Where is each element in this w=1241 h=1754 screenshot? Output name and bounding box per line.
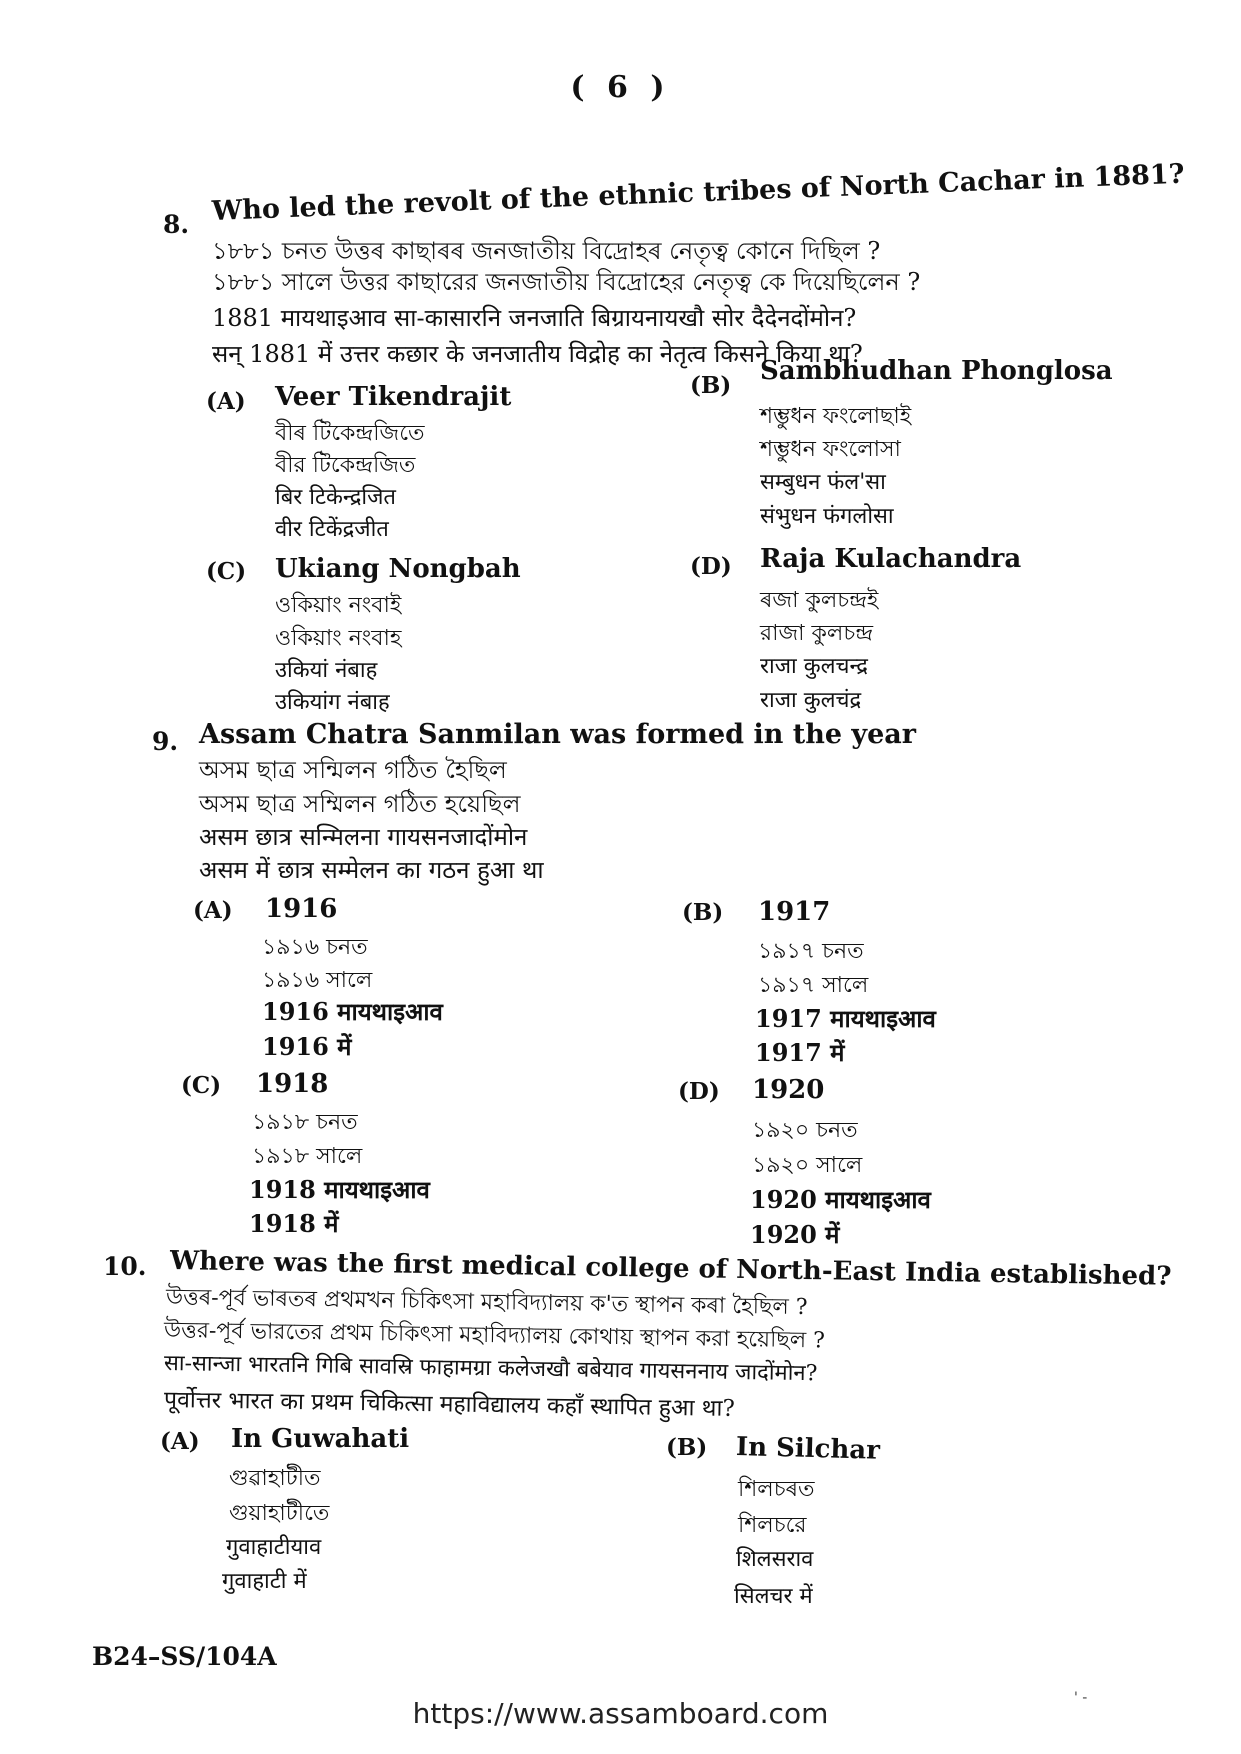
question-number: 9.	[152, 727, 179, 756]
option-letter: (C)	[206, 558, 247, 585]
option-letter: (B)	[690, 372, 732, 399]
option-text-bodo: बिर टिकेन्द्रजित	[275, 485, 396, 510]
option-text-hindi: 1920 में	[750, 1220, 840, 1249]
option-text-bengali: গুয়াহাটীতে	[229, 1501, 330, 1526]
option-text-bengali: ১৯১৮ সালে	[252, 1144, 363, 1169]
option-text-bodo: 1916 मायथाइआव	[262, 997, 443, 1026]
option-text-bengali: ওকিয়াং নংবাহ	[275, 626, 402, 651]
option-text-assamese: বীৰ টিকেন্দ্ৰজিতে	[275, 421, 425, 446]
question-text-bodo: सा-सान्जा भारतनि गिबि सावस्रि फाहामग्रा कलेजखौ बबेयाव गायसननाय जादोंमोन?	[163, 1351, 818, 1387]
question-text-bodo: असम छात्र सन्मिलना गायसनजादोंमोन	[199, 823, 528, 851]
option-text-bengali: ১৯১৬ সালে	[262, 968, 373, 993]
option-text-english: 1918	[256, 1069, 329, 1099]
question-number: 10.	[103, 1252, 147, 1281]
option-text-assamese: শম্ভুধন ফংলোছাই	[760, 404, 912, 429]
option-text-english: Veer Tikendrajit	[275, 382, 512, 412]
page-number: ( 6 )	[570, 70, 671, 105]
question-text-hindi: सन् 1881 में उत्तर कछार के जनजातीय विद्रोह का नेतृत्व किसने किया था?	[212, 340, 863, 368]
question-text-english: Who led the revolt of the ethnic tribes of North Cachar in 1881?	[211, 158, 1186, 227]
source-url: https://www.assamboard.com	[412, 1697, 829, 1730]
question-text-assamese: উত্তৰ-পূৰ্ব ভাৰতৰ প্ৰথমখন চিকিৎসা মহাবিদ্যালয় ক'ত স্থাপন কৰা হৈছিল ?	[165, 1285, 808, 1321]
option-letter: (D)	[678, 1078, 720, 1105]
option-text-english: 1917	[758, 897, 831, 927]
option-text-english: 1916	[265, 894, 338, 924]
option-text-english: 1920	[752, 1075, 825, 1105]
option-text-hindi: 1916 में	[262, 1032, 352, 1061]
option-text-hindi: वीर टिकेंद्रजीत	[275, 517, 389, 542]
option-text-assamese: ১৯১৭ চনত	[758, 939, 864, 964]
question-text-bengali: উত্তর-পূর্ব ভারতের প্রথম চিকিৎসা মহাবিদ্যালয় কোথায় স্থাপন করা হয়েছিল ?	[163, 1318, 826, 1354]
option-text-assamese: গুৱাহাটীত	[229, 1466, 321, 1491]
question-text-bengali: ১৮৮১ সালে উত্তর কাছারের জনজাতীয় বিদ্রোহের নেতৃত্ব কে দিয়েছিলেন ?	[212, 268, 921, 296]
option-letter: (A)	[193, 897, 233, 924]
option-text-hindi: राजा कुलचंद्र	[760, 688, 862, 713]
option-text-bengali: ১৯২০ সালে	[752, 1153, 863, 1178]
option-text-bodo: सम्बुधन फंल'सा	[760, 470, 886, 495]
option-letter: (D)	[690, 553, 732, 580]
option-text-assamese: ওকিয়াং নংবাই	[275, 593, 402, 618]
option-text-bodo: गुवाहाटीयाव	[226, 1535, 322, 1560]
option-text-bodo: उकियां नंबाह	[275, 658, 378, 683]
option-text-hindi: संभुधन फंगलोसा	[760, 504, 894, 529]
option-text-hindi: उकियांग नंबाह	[275, 690, 390, 715]
option-text-bodo: शिलसराव	[736, 1547, 814, 1572]
option-text-bengali: শিলচরে	[738, 1513, 807, 1538]
question-text-assamese: ১৮৮১ চনত উত্তৰ কাছাৰৰ জনজাতীয় বিদ্ৰোহৰ নেতৃত্ব কোনে দিছিল ?	[212, 237, 881, 265]
option-text-english: In Silchar	[735, 1432, 881, 1466]
option-text-english: Ukiang Nongbah	[275, 554, 521, 584]
option-text-english: In Guwahati	[231, 1424, 410, 1454]
option-text-bodo: 1917 मायथाइआव	[755, 1004, 936, 1033]
option-letter: (A)	[160, 1428, 200, 1455]
option-text-bengali: শম্ভুধন ফংলোসা	[760, 437, 901, 462]
paper-code: B24–SS/104A	[92, 1642, 277, 1671]
question-text-bodo: 1881 मायथाइआव सा-कासारनि जनजाति बिग्रायनायखौ सोर दैदेनदोंमोन?	[212, 304, 857, 332]
option-text-hindi: 1918 में	[249, 1209, 339, 1238]
option-text-bengali: বীর টিকেন্দ্রজিত	[275, 453, 416, 478]
option-text-assamese: শিলচৰত	[738, 1477, 815, 1502]
option-text-assamese: ১৯১৬ চনত	[262, 935, 368, 960]
option-text-english: Sambhudhan Phonglosa	[760, 356, 1113, 386]
option-letter: (A)	[206, 388, 246, 415]
scan-mark: ' -	[1074, 1690, 1088, 1706]
question-text-bengali: অসম ছাত্র সম্মিলন গঠিত হয়েছিল	[199, 790, 521, 818]
option-letter: (B)	[682, 899, 724, 926]
question-text-english: Assam Chatra Sanmilan was formed in the year	[199, 719, 917, 750]
option-text-bengali: ১৯১৭ সালে	[758, 973, 869, 998]
option-text-assamese: ১৯২০ চনত	[752, 1118, 858, 1143]
question-text-hindi: असम में छात्र सम्मेलन का गठन हुआ था	[199, 856, 544, 884]
option-text-bodo: 1920 मायथाइआव	[750, 1185, 931, 1214]
question-text-hindi: पूर्वोत्तर भारत का प्रथम चिकित्सा महाविद्यालय कहाँ स्थापित हुआ था?	[163, 1387, 735, 1422]
question-text-english: Where was the first medical college of North-East India established?	[169, 1246, 1172, 1292]
option-text-bengali: রাজা কুলচন্দ্র	[760, 621, 873, 646]
option-text-hindi: सिलचर में	[734, 1584, 813, 1609]
option-text-hindi: गुवाहाटी में	[222, 1569, 307, 1594]
option-text-assamese: ৰজা কুলচন্দ্ৰই	[760, 588, 879, 613]
option-text-english: Raja Kulachandra	[760, 544, 1022, 574]
option-text-bodo: राजा कुलचन्द्र	[760, 654, 868, 679]
option-text-bodo: 1918 मायथाइआव	[249, 1175, 430, 1204]
option-text-assamese: ১৯১৮ চনত	[252, 1110, 358, 1135]
question-text-assamese: অসম ছাত্ৰ সন্মিলন গঠিত হৈছিল	[199, 756, 507, 784]
question-number: 8.	[163, 210, 190, 239]
option-letter: (B)	[666, 1434, 708, 1461]
option-letter: (C)	[181, 1072, 222, 1099]
option-text-hindi: 1917 में	[755, 1038, 845, 1067]
